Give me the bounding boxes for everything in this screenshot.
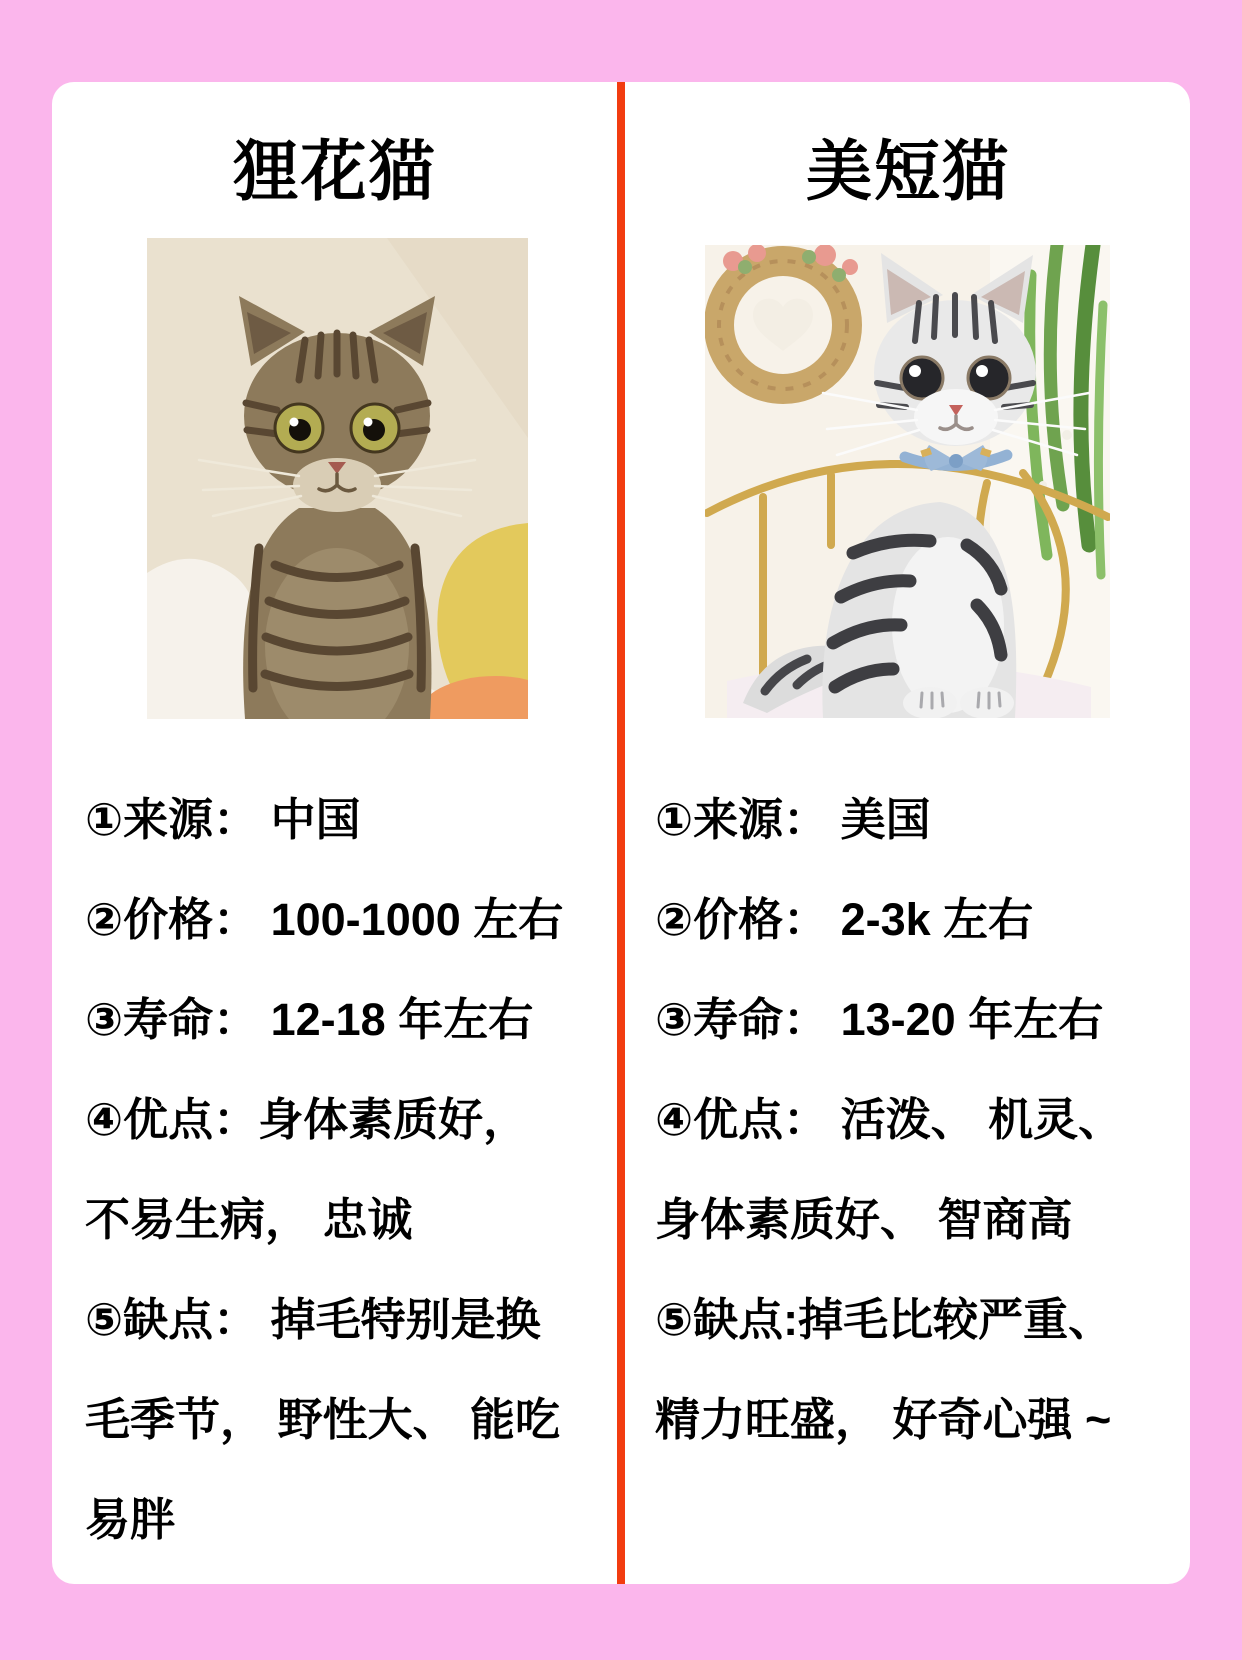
amshort-fact-pros-1: ④优点： 活泼、 机灵、 <box>655 1094 1124 1145</box>
column-american-shorthair <box>626 82 1190 1584</box>
amshort-fact-price: ②价格： 2-3k 左右 <box>655 894 1034 945</box>
lihua-fact-origin: ①来源： 中国 <box>85 794 361 845</box>
lihua-fact-pros-2: 不易生病， 忠诚 <box>85 1194 413 1245</box>
american-shorthair-title: 美短猫 <box>806 134 1010 208</box>
amshort-fact-lifespan: ③寿命： 13-20 年左右 <box>655 994 1104 1045</box>
lihua-facts <box>85 770 617 1570</box>
lihua-fact-pros-1: ④优点：身体素质好， <box>85 1094 529 1145</box>
amshort-fact-cons-2: 精力旺盛， 好奇心强 ~ <box>655 1394 1112 1445</box>
lihua-fact-lifespan: ③寿命： 12-18 年左右 <box>85 994 534 1045</box>
american-shorthair-photo <box>705 245 1110 718</box>
column-lihua-cat <box>52 82 617 1584</box>
american-shorthair-facts <box>655 770 1190 1470</box>
lihua-fact-cons-1: ⑤缺点： 掉毛特别是换 <box>85 1294 541 1345</box>
amshort-fact-pros-2: 身体素质好、 智商高 <box>655 1194 1073 1245</box>
american-shorthair-illustration <box>705 245 1110 718</box>
lihua-cat-illustration <box>147 238 528 719</box>
amshort-fact-cons-1: ⑤缺点:掉毛比较严重、 <box>655 1294 1114 1345</box>
lihua-cat-photo <box>147 238 528 719</box>
lihua-title: 狸花猫 <box>232 134 437 208</box>
red-divider <box>617 82 625 1584</box>
lihua-fact-cons-3: 易胖 <box>85 1494 176 1545</box>
lihua-fact-cons-2: 毛季节， 野性大、 能吃 <box>85 1394 561 1445</box>
lihua-fact-price: ②价格： 100-1000 左右 <box>85 894 564 945</box>
amshort-fact-origin: ①来源： 美国 <box>655 794 931 845</box>
